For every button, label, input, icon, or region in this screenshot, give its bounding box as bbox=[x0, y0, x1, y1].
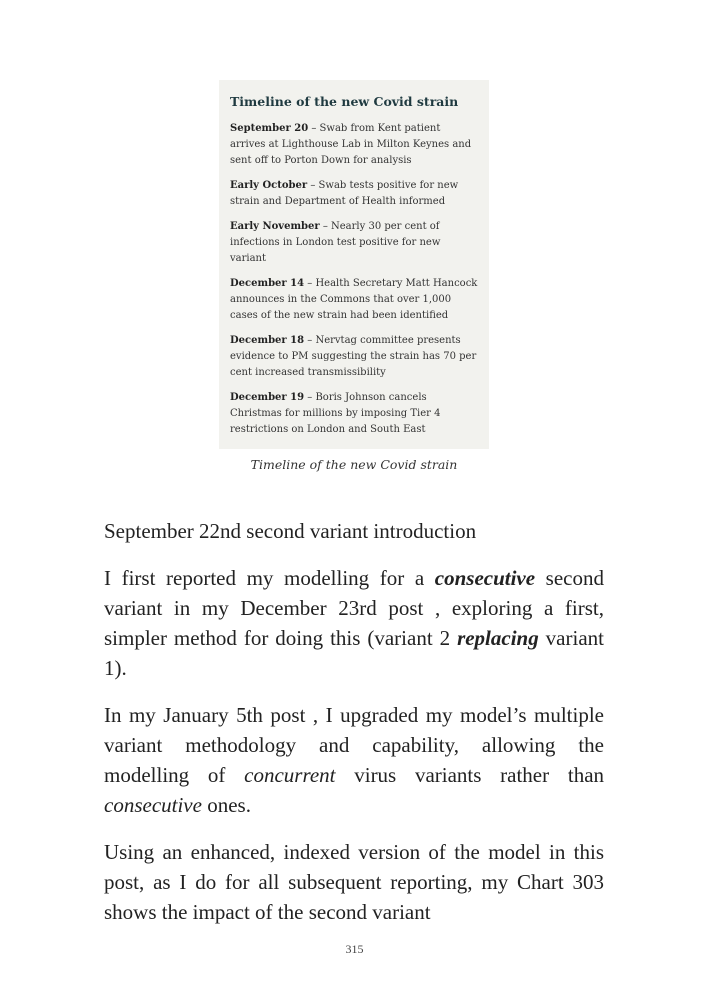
timeline-figure bbox=[219, 80, 489, 449]
figure-caption: Timeline of the new Covid strain bbox=[250, 457, 458, 472]
p2-emphasis-concurrent: concurrent bbox=[244, 763, 336, 787]
entry-date: September 20 bbox=[230, 123, 309, 134]
timeline-entry bbox=[230, 390, 478, 438]
entry-text: – Nearly 30 per cent of infections in London test positive for new variant bbox=[230, 221, 441, 264]
paragraph-3 bbox=[104, 837, 604, 927]
p2-text-2: virus variants rather than bbox=[335, 763, 605, 787]
p1-text-3: variant 1). bbox=[104, 626, 604, 680]
entry-text: – Swab from Kent patient arrives at Lighthouse Lab in Milton Keynes and sent off to Porton Down for analysis bbox=[230, 123, 472, 166]
entry-date: Early November bbox=[230, 221, 320, 232]
entry-text: – Nervtag committee presents evidence to PM suggesting the strain has 70 per cent increased transmissibility bbox=[230, 335, 477, 378]
page-number: 315 bbox=[345, 942, 364, 956]
timeline-entry bbox=[230, 333, 478, 381]
p1-emphasis-replacing: replacing bbox=[457, 626, 539, 650]
entry-date: December 18 bbox=[230, 335, 305, 346]
p3-text-1: Using an enhanced, indexed version of the model in this post, as I do for all subsequent reporting, my Chart 303 shows the impact of the second variant bbox=[104, 840, 604, 924]
entry-text: – Swab tests positive for new strain and Department of Health informed bbox=[230, 180, 459, 207]
p1-text-1: I first reported my modelling for a bbox=[104, 566, 435, 590]
paragraph-2 bbox=[104, 700, 604, 820]
p2-emphasis-consecutive: consecutive bbox=[104, 793, 202, 817]
entry-text: – Health Secretary Matt Hancock announces in the Commons that over 1,000 cases of the new strain had been identified bbox=[230, 278, 478, 321]
p2-text-1: In my January 5th post , I upgraded my model’s multiple variant methodology and capability, allowing the modelling of bbox=[104, 703, 604, 787]
entry-date: December 19 bbox=[230, 392, 305, 403]
figure-title: Timeline of the new Covid strain bbox=[230, 94, 459, 109]
section-heading: September 22nd second variant introduction bbox=[104, 519, 477, 543]
paragraph-1 bbox=[104, 563, 604, 683]
entry-date: Early October bbox=[230, 180, 308, 191]
timeline-entry bbox=[230, 276, 478, 324]
timeline-entry bbox=[230, 219, 478, 267]
timeline-entry bbox=[230, 178, 478, 210]
timeline-entry bbox=[230, 121, 478, 169]
p1-emphasis-consecutive: consecutive bbox=[434, 566, 536, 590]
entry-date: December 14 bbox=[230, 278, 305, 289]
p1-text-2: second variant in my December 23rd post , exploring a first, simpler method for doing this (variant 2 bbox=[104, 566, 604, 650]
p2-text-3: ones. bbox=[201, 793, 251, 817]
entry-text: – Boris Johnson cancels Christmas for millions by imposing Tier 4 restrictions on London and South East bbox=[230, 392, 441, 435]
